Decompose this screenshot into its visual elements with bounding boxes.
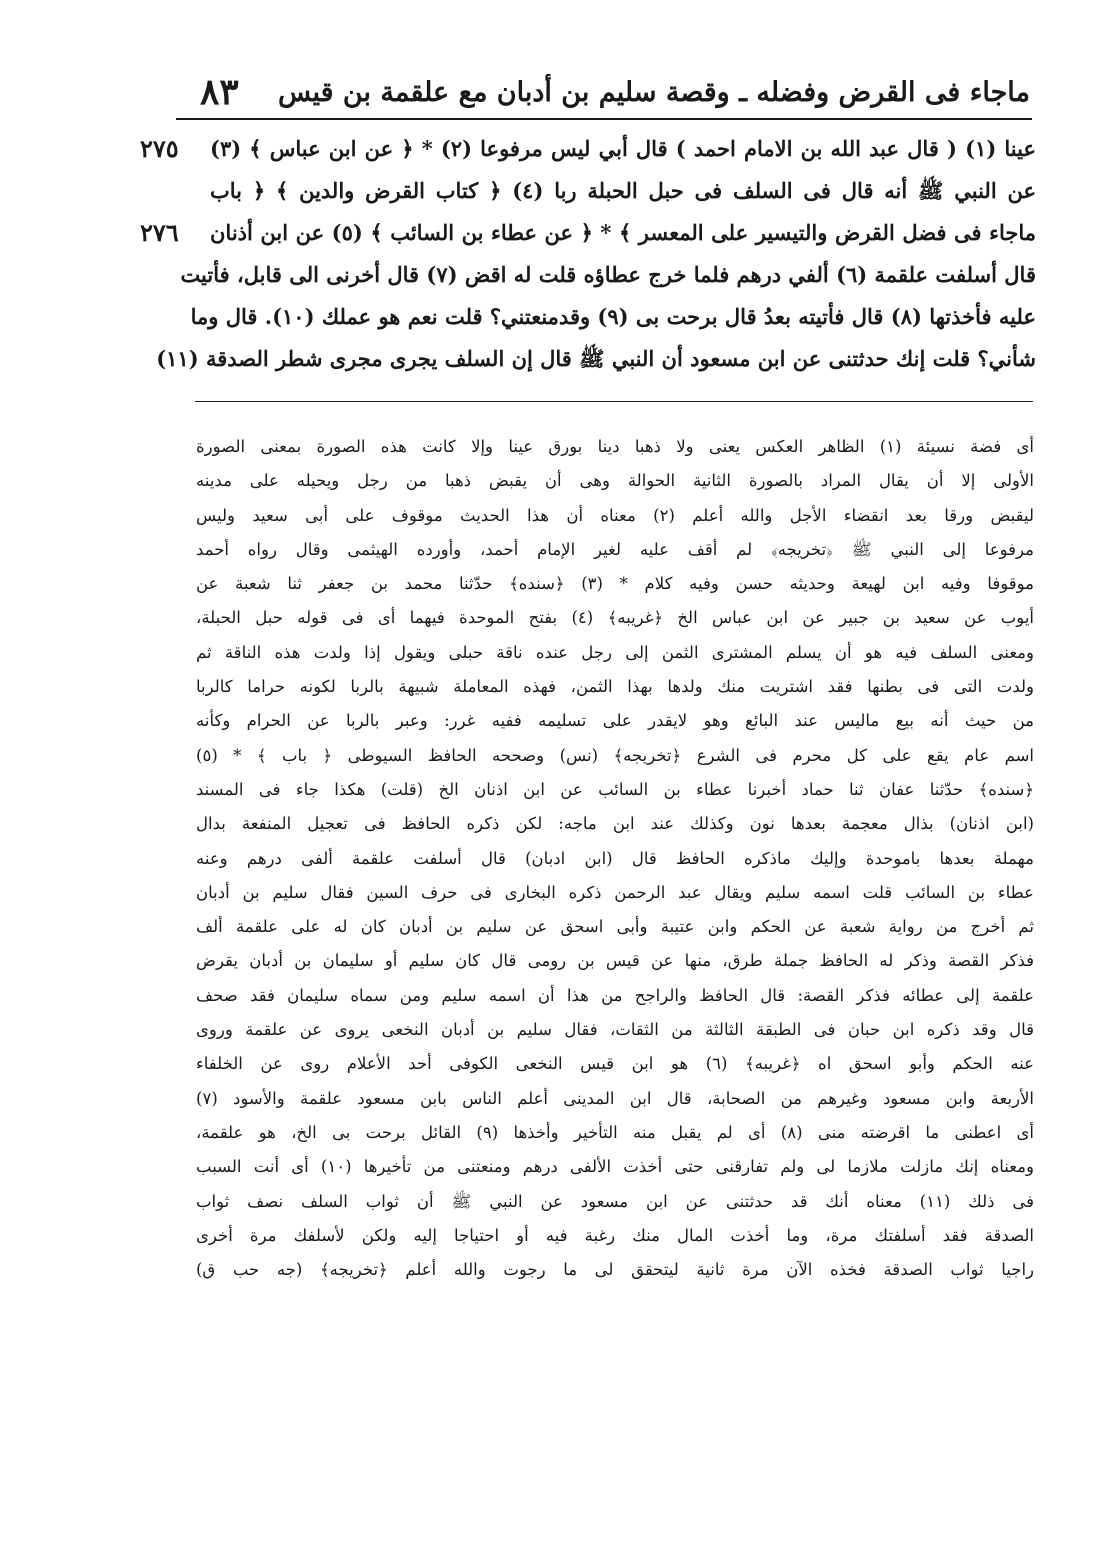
main-text-line-content: عن النبي ﷺ أنه قال فى السلف فى حبل الحبلة ربا (٤) ﴿ كتاب القرض والدين ﴾ ﴿ باب (210, 178, 1036, 203)
footnote-line: اسم عام يقع على كل محرم فى الشرع ﴿تخريجه﴾ (نس) وصححه الحافظ السيوطى ﴿ باب ﴾ * (٥) (196, 745, 1034, 765)
page-header (200, 66, 1030, 118)
footnote-line: (ابن اذنان) بذال معجمة بعدها نون وكذلك عند ابن ماجه: لكن ذكره الحافظ فى تعجيل المنفعة بدال (196, 814, 1034, 834)
footnote-line: الأربعة وابن مسعود وغيرهم من الصحابة، قال ابن المدينى أعلم الناس بابن مسعود علقمة والأسود (٧) (196, 1088, 1034, 1108)
footnote-line: فذكر القصة وذكر له الحافظ جملة طرق، منها عن قيس بن رومى قال كان سليم أو سليمان بن أدبان يقرض (196, 951, 1034, 971)
main-text-line-content: شأني؟ قلت إنك حدثتنى عن ابن مسعود أن النبي ﷺ قال إن السلف يجرى مجرى شطر الصدقة (١١) (156, 346, 1036, 371)
footnote-line: ومعنى السلف فيه هو أن يسلم المشترى الثمن إلى رجل عنده ناقة حبلى ويقول إذا ولدت هذه الناقة ثم (196, 642, 1034, 662)
footnote-line: ومعناه إنك مازلت ملازما لى ولم تفارقنى حتى أخذت الألفى درهم ومنعتنى من تأخيرها (١٠) أى أنت السبب (196, 1157, 1034, 1177)
footnote-line: ليقبض ورقا بعد انقضاء الأجل والله أعلم (٢) معناه أن هذا الحديث موقوف على أبى سعيد وليس (196, 505, 1034, 525)
hadith-number: ٢٧٥ (140, 134, 179, 163)
hadith-number: ٢٧٦ (140, 218, 179, 247)
footnote-line: الصدقة فقد أسلفتك مرة، وما أخذت المال منك رغبة فيه أو احتياجا إليه ولكن لأسلفك مرة أخرى (196, 1225, 1034, 1245)
footnote-line: ولدت التى فى بطنها فقد اشتريت منك ولدها بهذا الثمن، فهذه المعاملة شبيهة بالربا لكونه حراما كالربا (196, 677, 1034, 697)
main-text (140, 128, 1036, 380)
footnote-line: عنه الحكم وأبو اسحق اه ﴿غريبه﴾ (٦) هو ابن قيس النخعى الكوفى أحد الأعلام روى عن الخلفاء (196, 1054, 1034, 1074)
footnote-line: أى اعطنى ما اقرضته منى (٨) أى لم يقبل منه التأخير وأخذها (٩) القائل برحت بى الخ، هو علقمة، (196, 1122, 1034, 1142)
footnote-line: ﴿سنده﴾ حدّثنا عفان ثنا حماد أخبرنا عطاء بن السائب عن ابن اذنان الخ (قلت) هكذا جاء فى المسند (196, 779, 1034, 799)
footnote-line: الأولى إلا أن يقال المراد بالصورة الثانية الحوالة وهى أن يقبض ذهبا من رجل ويحيله على مدينه (196, 471, 1034, 491)
footnote-line: مهملة بعدها باموحدة وإليك ماذكره الحافظ قال (ابن ادبان) قال أسلفت علقمة ألفى درهم وعنه (196, 848, 1034, 868)
footnote-line: عطاء بن السائب قلت اسمه سليم ويقال عبد الرحمن ذكره البخارى فى حرف السين فقال سليم بن أدبان (196, 882, 1034, 902)
main-text-line (140, 170, 1036, 212)
main-text-line (140, 296, 1036, 338)
main-text-line-content: عينا (١) ( قال عبد الله بن الامام احمد ) قال أبي ليس مرفوعا (٢) * ﴿ عن ابن عباس ﴾ (٣) (210, 136, 1036, 161)
footnote-separator (195, 401, 1033, 402)
main-text-line-content: قال أسلفت علقمة (٦) ألفي درهم فلما خرج عطاؤه قلت له اقض (٧) قال أخرنى الى قابل، فأتيت (180, 262, 1036, 287)
footnote-line: قال وقد ذكره ابن حبان فى الطبقة الثالثة من الثقات، فقال سليم بن أدبان النخعى يروى عن علقمة وروى (196, 1020, 1034, 1040)
footnotes (196, 430, 1034, 1287)
footnote-line: من حيث أنه بيع ماليس عند البائع وهو لايقدر على تسليمه ففيه غرر: وعبر بالربا عن الحرام وكأنه (196, 711, 1034, 731)
running-title: ماجاء فى القرض وفضله ـ وقصة سليم بن أدبان مع علقمة بن قيس (278, 76, 1030, 108)
footnote-line: أيوب عن سعيد بن جبير عن ابن عباس الخ ﴿غريبه﴾ (٤) بفتح الموحدة فيهما أى فى قوله حبل الحبلة، (196, 608, 1034, 628)
main-text-line (140, 254, 1036, 296)
main-text-line (140, 212, 1036, 254)
footnote-line: راجيا ثواب الصدقة فخذه الآن مرة ثانية ليتحقق لى ما رجوت والله أعلم ﴿تخريجه﴾ (جه حب ق) (196, 1260, 1034, 1280)
footnote-line: فى ذلك (١١) معناه أنك قد حدثتنى عن ابن مسعود عن النبي ﷺ أن ثواب السلف نصف ثواب (196, 1191, 1034, 1211)
main-text-line (140, 338, 1036, 380)
footnote-line: مرفوعا إلى النبي ﷺ ﴿تخريجه﴾ لم أقف عليه لغير الإمام أحمد، وأورده الهيثمى وقال رواه أحمد (196, 539, 1034, 559)
main-text-line (140, 128, 1036, 170)
main-text-line-content: عليه فأخذتها (٨) قال فأتيته بعدُ قال برحت بى (٩) وقدمنعتني؟ قلت نعم هو عملك (١٠). قال وما (190, 304, 1036, 329)
footnote-line: ثم أخرج من رواية شعبة عن الحكم وابن عتيبة وأبى اسحق عن سليم بن أدبان كان له على علقمة ألف (196, 917, 1034, 937)
footnote-line: علقمة إلى عطائه فذكر القصة: قال الحافظ والراجح من هذا أن اسمه سليم ومن سماه سليمان فقد صحف (196, 985, 1034, 1005)
page-number: ٨٣ (200, 71, 239, 113)
header-rule (176, 118, 1032, 120)
footnote-line: أى فضة نسيئة (١) الظاهر العكس يعنى ولا ذهبا دينا بورق عينا وإلا كانت هذه الصورة بمعنى الصورة (196, 437, 1034, 456)
footnote-line: موقوفا وفيه ابن لهيعة وحديثه حسن وفيه كلام * (٣) ﴿سنده﴾ حدّثنا محمد بن جعفر ثنا شعبة عن (196, 574, 1034, 594)
main-text-line-content: ماجاء فى فضل القرض والتيسير على المعسر ﴾ * ﴿ عن عطاء بن السائب ﴾ (٥) عن ابن أذنان (210, 220, 1037, 245)
